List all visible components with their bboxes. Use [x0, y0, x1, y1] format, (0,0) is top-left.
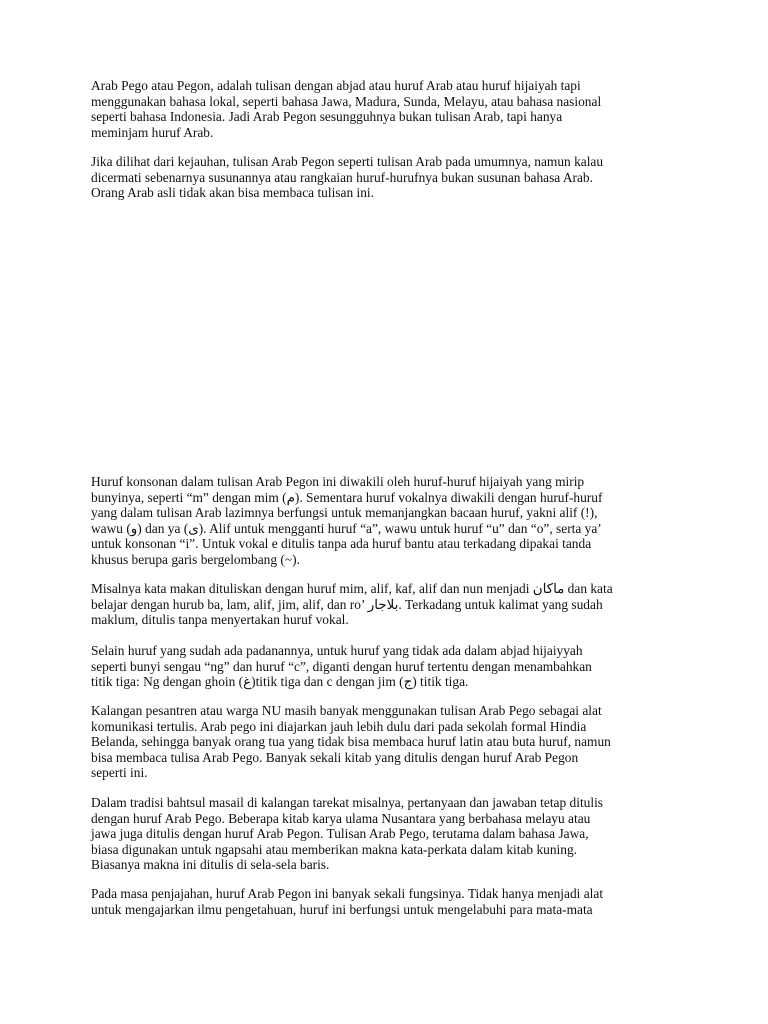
text-line: maklum, ditulis tanpa menyertakan huruf vokal. [91, 612, 349, 628]
text-line: Belanda, sehingga banyak orang tua yang tidak bisa membaca huruf latin atau buta huruf, namun [91, 734, 611, 750]
paragraph-special-letters [91, 643, 691, 690]
text-line: dicermati sebenarnya susunannya atau rangkaian huruf-hurufnya bukan susunan bahasa Arab. [91, 169, 593, 185]
paragraph-pesantren [91, 703, 691, 781]
paragraph-appearance [91, 154, 691, 201]
text-line: bisa membaca tulisa Arab Pego. Banyak sekali kitab yang ditulis dengan huruf Arab Pegon [91, 749, 579, 765]
text-line: untuk mengajarkan ilmu pengetahuan, huruf ini berfungsi untuk mengelabuhi para mata-mata [91, 901, 593, 917]
paragraph-intro [91, 78, 691, 140]
paragraph-colonial-era [91, 886, 691, 917]
text-line: belajar dengan hurub ba, lam, alif, jim, alif, dan ro’ بلاجار. Terkadang untuk kalimat yang sudah [91, 596, 603, 612]
text-line: biasa digunakan untuk ngapsahi atau memberikan makna kata-perkata dalam kitab kuning. [91, 841, 577, 857]
text-line: khusus berupa garis bergelombang (~). [91, 551, 300, 567]
text-line: Biasanya makna ini ditulis di sela-sela baris. [91, 857, 330, 873]
text-line: meminjam huruf Arab. [91, 124, 214, 140]
text-line: seperti bahasa Indonesia. Jadi Arab Pegon sesungguhnya bukan tulisan Arab, tapi hanya [91, 109, 563, 125]
text-line: komunikasi tertulis. Arab pego ini diajarkan jauh lebih dulu dari pada sekolah formal Hindia [91, 718, 587, 734]
text-line: Selain huruf yang sudah ada padanannya, untuk huruf yang tidak ada dalam abjad hijaiyyah [91, 643, 583, 658]
text-line: menggunakan bahasa lokal, seperti bahasa Jawa, Madura, Sunda, Melayu, atau bahasa nasional [91, 93, 602, 109]
text-line: Jika dilihat dari kejauhan, tulisan Arab Pegon seperti tulisan Arab pada umumnya, namun kalau [91, 154, 604, 169]
text-line: Misalnya kata makan dituliskan dengan huruf mim, alif, kaf, alif dan nun menjadi ماكان dan kata [91, 581, 613, 596]
text-line: bunyinya, seperti “m” dengan mim (م). Sementara huruf vokalnya diwakili dengan huruf-huruf [91, 489, 603, 505]
text-line: Kalangan pesantren atau warga NU masih banyak menggunakan tulisan Arab Pego sebagai alat [91, 703, 602, 718]
text-line: wawu (و) dan ya (ى). Alif untuk mengganti huruf “a”, wawu untuk huruf “u” dan “o”, serta ya’ [91, 520, 602, 536]
text-line: titik tiga: Ng dengan ghoin (غ)titik tiga dan c dengan jim (ج) titik tiga. [91, 674, 469, 690]
text-line: jawa juga ditulis dengan huruf Arab Pegon. Tulisan Arab Pego, terutama dalam bahasa Jawa, [91, 826, 589, 842]
text-line: untuk konsonan “i”. Untuk vokal e ditulis tanpa ada huruf bantu atau terkadang dipakai tanda [91, 536, 592, 552]
paragraph-examples [91, 581, 691, 628]
text-line: seperti ini. [91, 765, 148, 781]
text-line: Arab Pego atau Pegon, adalah tulisan dengan abjad atau huruf Arab atau huruf hijaiyah tapi [91, 78, 581, 93]
text-line: yang dalam tulisan Arab lazimnya berfungsi untuk memanjangkan bacaan huruf, yakni alif (!), [91, 505, 598, 521]
paragraph-consonants [91, 474, 691, 568]
paragraph-tradition [91, 795, 691, 873]
text-line: Orang Arab asli tidak akan bisa membaca tulisan ini. [91, 185, 374, 201]
text-line: seperti bunyi sengau “ng” dan huruf “c”, diganti dengan huruf tertentu dengan menambahkan [91, 658, 592, 674]
text-line: Huruf konsonan dalam tulisan Arab Pegon ini diwakili oleh huruf-huruf hijaiyah yang mirip [91, 474, 585, 489]
text-line: dengan huruf Arab Pego. Beberapa kitab karya ulama Nusantara yang berbahasa melayu atau [91, 810, 591, 826]
text-line: Dalam tradisi bahtsul masail di kalangan tarekat misalnya, pertanyaan dan jawaban tetap ditulis [91, 795, 604, 810]
text-line: Pada masa penjajahan, huruf Arab Pegon ini banyak sekali fungsinya. Tidak hanya menjadi alat [91, 886, 604, 901]
